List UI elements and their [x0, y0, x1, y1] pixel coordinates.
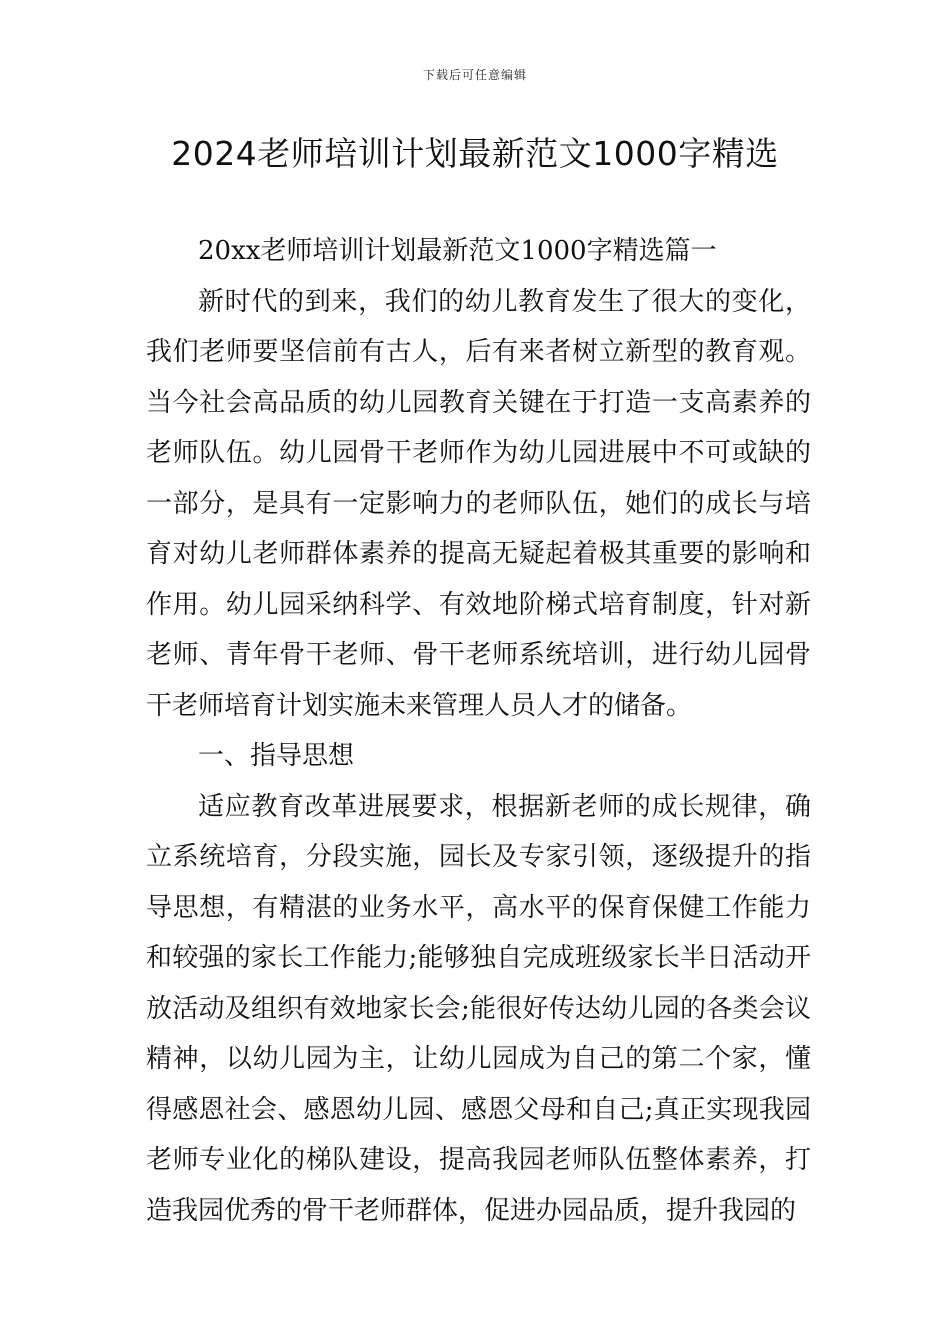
header-note: 下载后可任意编辑 — [422, 68, 527, 82]
section-heading-guiding-ideology: 一、指导思想 — [198, 741, 355, 771]
paragraph-guiding-ideology: 适应教育改革进展要求，根据新老师的成长规律，确立系统培育，分段实施，园长及专家引领，逐级提升的指导思想，有精湛的业务水平，高水平的保育保健工作能力和较强的家长工作能力;能够独自完成班级家长半日活动开放活动及组织有效地家长会;能很好传达幼儿园的各类会议精神，以幼儿园为主，让幼儿园成为自己的第二个家，懂得感恩社会、感恩幼儿园、感恩父母和自己;真正实现我园老师专业化的梯队建设，提高我园老师队伍整体素养，打造我园优秀的骨干老师群体，促进办园品质，提升我园的 — [146, 791, 811, 1226]
paragraph-intro: 新时代的到来，我们的幼儿教育发生了很大的变化，我们老师要坚信前有古人，后有来者树立新型的教育观。当今社会高品质的幼儿园教育关键在于打造一支高素养的老师队伍。幼儿园骨干老师作为幼儿园进展中不可或缺的一部分，是具有一定影响力的老师队伍，她们的成长与培育对幼儿老师群体素养的提高无疑起着极其重要的影响和作用。幼儿园采纳科学、有效地阶梯式培育制度，针对新老师、青年骨干老师、骨干老师系统培训，进行幼儿园骨干老师培育计划实施未来管理人员人才的储备。 — [146, 286, 811, 721]
section-subtitle: 20xx老师培训计划最新范文1000字精选篇一 — [198, 236, 717, 266]
document-body — [146, 226, 811, 1236]
document-title: 2024老师培训计划最新范文1000字精选 — [171, 134, 779, 173]
